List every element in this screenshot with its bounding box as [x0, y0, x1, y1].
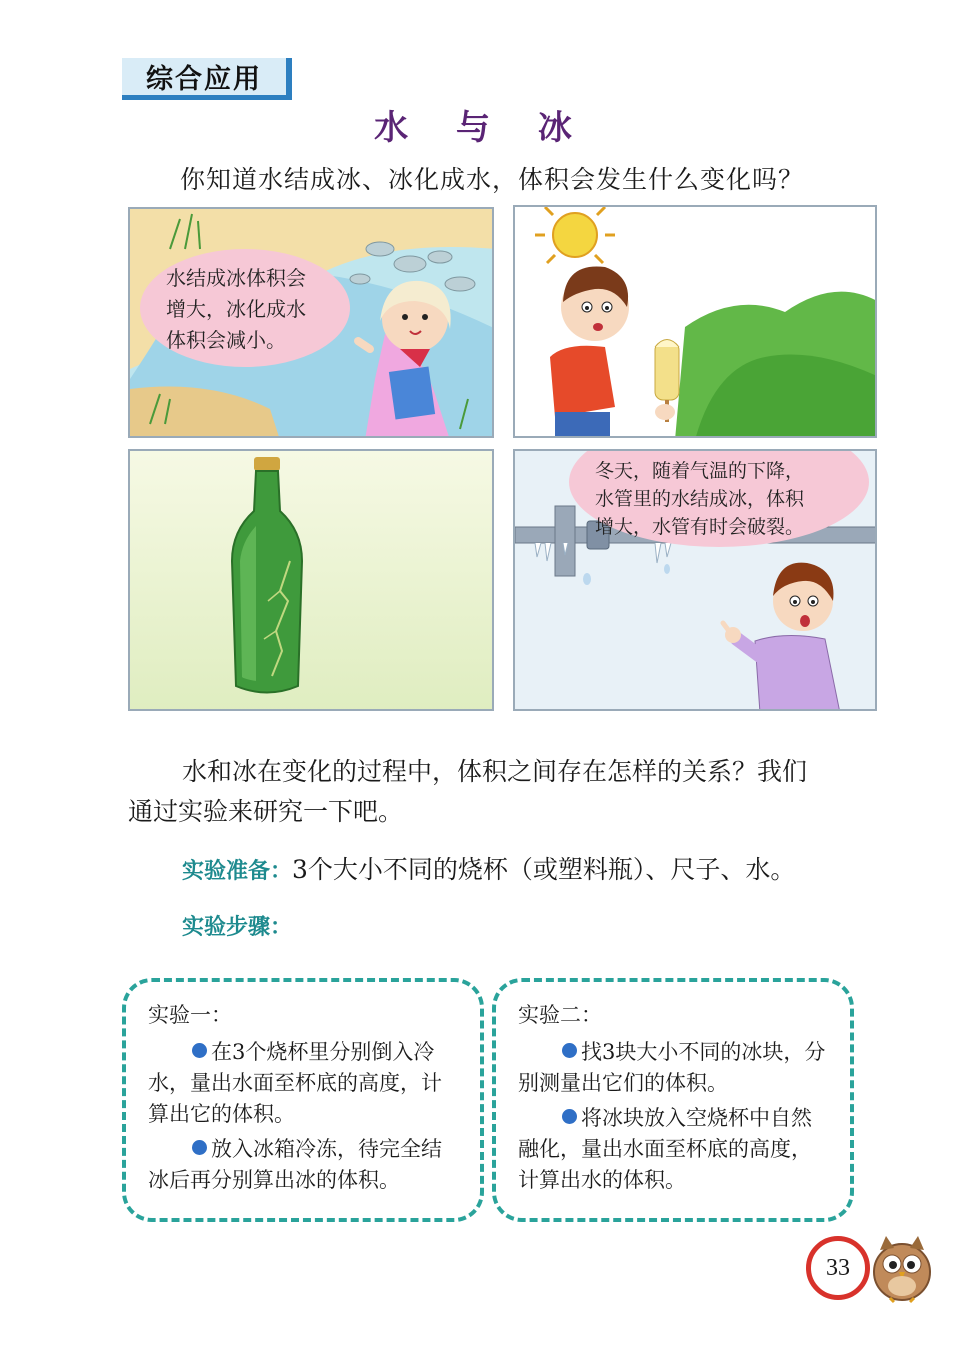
bubble-line: 增大，冰化成水 — [166, 297, 306, 321]
bullet-icon — [562, 1043, 577, 1058]
experiment-two-title: 实验二： — [518, 1003, 602, 1027]
step-text: 放入冰箱冷冻，待完全结冰后再分别算出冰的体积。 — [148, 1137, 442, 1192]
experiment-two-box — [492, 978, 854, 1222]
bubble-line: 增大，水管有时会破裂。 — [595, 516, 805, 538]
speech-bubble-boy — [569, 449, 869, 547]
paragraph-line: 通过实验来研究一下吧。 — [128, 797, 404, 826]
experiment-one-step — [148, 1037, 458, 1130]
step-text: 在3个烧杯里分别倒入冷水，量出水面至杯底的高度，计算出它的体积。 — [148, 1040, 442, 1126]
steps-line — [182, 906, 482, 948]
page-title: 水 与 冰 — [374, 108, 590, 148]
experiment-one-step — [148, 1134, 458, 1196]
bullet-icon — [562, 1109, 577, 1124]
step-text: 将冰块放入空烧杯中自然融化，量出水面至杯底的高度，计算出水的体积。 — [518, 1106, 812, 1192]
experiment-two-step — [518, 1037, 828, 1099]
experiment-two-step — [518, 1103, 828, 1196]
bubble-line: 体积会减小。 — [166, 328, 286, 352]
page-number: 33 — [806, 1236, 870, 1300]
bubble-line: 水管里的水结成冰，体积 — [595, 488, 805, 510]
boy-icepop-illustration — [515, 207, 877, 438]
comic-panel-boy-icepop — [513, 205, 877, 438]
intro-question: 你知道水结成冰、冰化成水，体积会发生什么变化吗？ — [180, 165, 805, 194]
bullet-icon — [192, 1043, 207, 1058]
cracked-bottle-illustration — [130, 451, 494, 711]
prep-text: 3个大小不同的烧杯（或塑料瓶）、尺子、水。 — [292, 855, 796, 884]
body-paragraph — [128, 752, 868, 832]
bullet-icon — [192, 1140, 207, 1155]
comic-panel-bottle — [128, 449, 494, 711]
section-tag: 综合应用 — [122, 58, 292, 100]
step-text: 找3块大小不同的冰块，分别测量出它们的体积。 — [518, 1040, 826, 1095]
bubble-line: 冬天，随着气温的下降， — [595, 460, 805, 482]
owl-mascot-icon — [850, 1228, 946, 1304]
prep-label: 实验准备： — [182, 859, 293, 884]
experiment-one-box — [122, 978, 484, 1222]
steps-label: 实验步骤： — [182, 915, 293, 940]
comic-panel-girl-river — [128, 207, 494, 438]
paragraph-line: 水和冰在变化的过程中，体积之间存在怎样的关系？我们 — [182, 757, 808, 786]
comic-panel-pipe — [513, 449, 877, 711]
speech-bubble-girl — [140, 249, 350, 367]
experiment-one-title: 实验一： — [148, 1003, 232, 1027]
bubble-line: 水结成冰体积会 — [166, 266, 306, 290]
prep-line — [182, 850, 882, 892]
